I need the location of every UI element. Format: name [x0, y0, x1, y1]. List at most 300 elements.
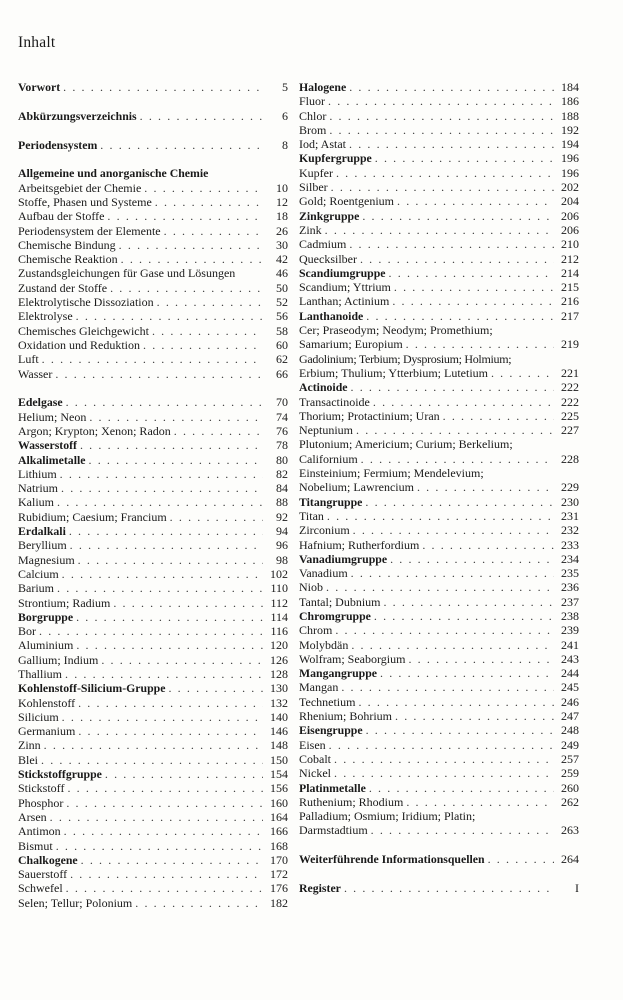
- toc-entry[interactable]: [18, 567, 288, 581]
- entry-title: Cadmium: [299, 237, 347, 252]
- toc-heading[interactable]: [299, 80, 579, 94]
- entry-title: Barium: [18, 581, 54, 596]
- toc-entry[interactable]: [18, 696, 288, 710]
- toc-heading[interactable]: [18, 767, 288, 781]
- entry-title: Allgemeine und anorganische Chemie: [18, 166, 209, 181]
- toc-entry[interactable]: [18, 481, 288, 495]
- entry-title: Iod; Astat: [299, 137, 346, 152]
- dot-leader: [349, 237, 554, 251]
- toc-entry[interactable]: [299, 509, 579, 523]
- entry-title: Halogene: [299, 80, 347, 94]
- toc-entry[interactable]: [18, 209, 288, 223]
- page-number: 217: [561, 308, 579, 323]
- toc-entry[interactable]: [299, 323, 579, 337]
- page-number: 126: [270, 652, 288, 667]
- toc-entry[interactable]: [299, 252, 579, 266]
- toc-heading[interactable]: [18, 166, 288, 180]
- toc-entry[interactable]: [18, 596, 288, 610]
- entry-title: Beryllium: [18, 538, 67, 553]
- toc-entry[interactable]: [18, 753, 288, 767]
- dot-leader: [329, 123, 554, 137]
- dot-leader: [390, 552, 554, 566]
- toc-entry[interactable]: [299, 695, 579, 709]
- page-number: 233: [561, 537, 579, 552]
- entry-title: Palladium; Osmium; Iridium; Platin;: [299, 809, 476, 824]
- page-number: 82: [276, 466, 288, 481]
- toc-entry[interactable]: [299, 223, 579, 237]
- dot-leader: [374, 609, 554, 623]
- dot-leader: [76, 309, 263, 323]
- page-number: 196: [561, 165, 579, 180]
- toc-entry[interactable]: [299, 109, 579, 123]
- toc-heading[interactable]: [18, 853, 288, 867]
- toc-entry[interactable]: [299, 809, 579, 823]
- entry-title: Bismut: [18, 838, 53, 853]
- toc-entry[interactable]: [299, 580, 579, 594]
- dot-leader: [351, 380, 555, 394]
- toc-heading[interactable]: [299, 852, 579, 866]
- toc-heading[interactable]: [18, 138, 288, 152]
- dot-leader: [366, 723, 554, 737]
- dot-leader: [41, 753, 263, 767]
- entry-title: Chrom: [299, 623, 333, 638]
- toc-entry[interactable]: [299, 366, 579, 380]
- toc-heading[interactable]: [299, 380, 579, 394]
- toc-heading[interactable]: [299, 151, 579, 165]
- entry-title: Wolfram; Seaborgium: [299, 651, 406, 666]
- toc-entry[interactable]: [18, 410, 288, 424]
- toc-heading[interactable]: [18, 524, 288, 538]
- toc-entry[interactable]: [18, 309, 288, 323]
- entry-title: Molybdän: [299, 637, 349, 652]
- toc-entry[interactable]: [299, 423, 579, 437]
- page-number: 102: [270, 566, 288, 581]
- page-number: 222: [561, 394, 579, 409]
- entry-title: Periodensystem: [18, 137, 98, 152]
- page-number: 50: [276, 280, 288, 295]
- page-number: 62: [276, 352, 288, 367]
- dot-leader: [70, 867, 263, 881]
- dot-leader: [408, 652, 554, 666]
- entry-title: Chlor: [299, 108, 327, 123]
- toc-entry[interactable]: [299, 123, 579, 137]
- page-number: 204: [561, 194, 579, 209]
- dot-leader: [119, 238, 263, 252]
- page-number: 222: [561, 380, 579, 395]
- toc-entry[interactable]: [18, 553, 288, 567]
- dot-leader: [76, 610, 263, 624]
- entry-title: Alkalimetalle: [18, 452, 86, 467]
- toc-heading[interactable]: [299, 309, 579, 323]
- dot-leader: [69, 524, 263, 538]
- dot-leader: [373, 395, 554, 409]
- toc-entry[interactable]: [18, 724, 288, 738]
- dot-leader: [121, 252, 263, 266]
- entry-title: Periodensystem der Elemente: [18, 223, 161, 238]
- page-number: 257: [561, 751, 579, 766]
- entry-title: Weiterführende Informationsquellen: [299, 852, 485, 867]
- toc-entry[interactable]: [18, 195, 288, 209]
- toc-entry[interactable]: [299, 237, 579, 251]
- dot-leader: [488, 852, 554, 866]
- page-number: 212: [561, 251, 579, 266]
- dot-leader: [168, 681, 263, 695]
- dot-leader: [107, 209, 263, 223]
- dot-leader: [55, 367, 263, 381]
- entry-title: Tantal; Dubnium: [299, 594, 381, 609]
- toc-heading[interactable]: [299, 723, 579, 737]
- dot-leader: [57, 495, 263, 509]
- page-number: 243: [561, 651, 579, 666]
- page-title: Inhalt: [18, 34, 56, 51]
- toc-entry[interactable]: [299, 623, 579, 637]
- toc-entry[interactable]: [299, 752, 579, 766]
- entry-title: Platinmetalle: [299, 780, 366, 795]
- dot-leader: [89, 410, 263, 424]
- page-number: 110: [270, 581, 288, 596]
- page-number: 10: [276, 180, 288, 195]
- page-number: 96: [276, 538, 288, 553]
- entry-title: Strontium; Radium: [18, 595, 111, 610]
- entry-title: Thallium: [18, 666, 62, 681]
- toc-entry[interactable]: [299, 466, 579, 480]
- toc-entry[interactable]: [18, 581, 288, 595]
- page-number: 58: [276, 323, 288, 338]
- dot-leader: [395, 709, 554, 723]
- toc-entry[interactable]: [299, 137, 579, 151]
- toc-heading[interactable]: [299, 881, 579, 895]
- page-number: 172: [270, 867, 288, 882]
- entry-title: Hafnium; Rutherfordium: [299, 537, 420, 552]
- entry-title: Luft: [18, 352, 39, 367]
- toc-entry[interactable]: [299, 595, 579, 609]
- toc-entry[interactable]: [18, 252, 288, 266]
- toc-entry[interactable]: [299, 280, 579, 294]
- dot-leader: [334, 766, 554, 780]
- page-number: 231: [561, 508, 579, 523]
- toc-entry[interactable]: [18, 266, 288, 280]
- toc-entry[interactable]: [299, 337, 579, 351]
- dot-leader: [349, 80, 554, 94]
- toc-heading[interactable]: [18, 681, 288, 695]
- dot-leader: [326, 580, 554, 594]
- entry-title: Eisengruppe: [299, 723, 363, 738]
- entry-title: Samarium; Europium: [299, 337, 403, 352]
- dot-leader: [394, 280, 554, 294]
- page-number: 52: [276, 295, 288, 310]
- page-number: 176: [270, 881, 288, 896]
- toc-entry[interactable]: [299, 680, 579, 694]
- page-number: 88: [276, 495, 288, 510]
- dot-leader: [57, 581, 263, 595]
- entry-title: Kohlenstoff-Silicium-Gruppe: [18, 681, 166, 696]
- dot-leader: [443, 409, 554, 423]
- page-number: 78: [276, 438, 288, 453]
- entry-title: Gadolinium; Terbium; Dysprosium; Holmium;: [299, 351, 512, 366]
- entry-title: Aluminium: [18, 638, 74, 653]
- entry-title: Wasser: [18, 366, 53, 381]
- entry-title: Quecksilber: [299, 251, 357, 266]
- toc-entry[interactable]: [18, 867, 288, 881]
- page-number: 264: [561, 852, 579, 867]
- toc-entry[interactable]: [18, 367, 288, 381]
- toc-entry[interactable]: [18, 238, 288, 252]
- toc-entry[interactable]: [18, 281, 288, 295]
- toc-entry[interactable]: [18, 467, 288, 481]
- toc-entry[interactable]: [18, 510, 288, 524]
- entry-title: Chromgruppe: [299, 608, 371, 623]
- toc-entry[interactable]: [299, 94, 579, 108]
- toc-heading[interactable]: [299, 209, 579, 223]
- entry-title: Elektrolytische Dissoziation: [18, 295, 154, 310]
- toc-entry[interactable]: [18, 653, 288, 667]
- entry-title: Scandium; Yttrium: [299, 280, 391, 295]
- toc-heading[interactable]: [299, 666, 579, 680]
- toc-entry[interactable]: [299, 166, 579, 180]
- page-number: 112: [270, 595, 288, 610]
- entry-title: Lithium: [18, 466, 57, 481]
- dot-leader: [144, 181, 263, 195]
- page-number: 188: [561, 108, 579, 123]
- toc-entry[interactable]: [18, 638, 288, 652]
- dot-leader: [63, 80, 263, 94]
- toc-heading[interactable]: [18, 109, 288, 123]
- dot-leader: [417, 480, 554, 494]
- entry-title: Magnesium: [18, 552, 75, 567]
- entry-title: Erdalkali: [18, 524, 66, 539]
- dot-leader: [110, 281, 263, 295]
- page-number: 210: [561, 237, 579, 252]
- dot-leader: [329, 738, 554, 752]
- toc-column-left: [18, 80, 288, 910]
- toc-heading[interactable]: [299, 495, 579, 509]
- toc-entry[interactable]: [299, 194, 579, 208]
- entry-title: Stickstoff: [18, 781, 65, 796]
- toc-entry[interactable]: [18, 881, 288, 895]
- toc-entry[interactable]: [18, 738, 288, 752]
- toc-heading[interactable]: [18, 610, 288, 624]
- section-gap: [18, 94, 288, 109]
- toc-entry[interactable]: [299, 352, 579, 366]
- page-number: 56: [276, 309, 288, 324]
- dot-leader: [406, 795, 554, 809]
- page-number: 166: [270, 824, 288, 839]
- page-number: 150: [270, 752, 288, 767]
- page-number: 221: [561, 365, 579, 380]
- entry-title: Einsteinium; Fermium; Mendelevium;: [299, 466, 484, 481]
- page-number: 262: [561, 794, 579, 809]
- entry-title: Register: [299, 881, 341, 896]
- entry-title: Phosphor: [18, 795, 64, 810]
- toc-entry[interactable]: [18, 896, 288, 910]
- toc-heading[interactable]: [299, 609, 579, 623]
- entry-title: Argon; Krypton; Xenon; Radon: [18, 423, 171, 438]
- page-number: 120: [270, 638, 288, 653]
- toc-heading[interactable]: [18, 438, 288, 452]
- entry-title: Technetium: [299, 694, 356, 709]
- entry-title: Thorium; Protactinium; Uran: [299, 408, 440, 423]
- dot-leader: [66, 796, 263, 810]
- dot-leader: [39, 624, 263, 638]
- page-number: 235: [561, 566, 579, 581]
- page-number: 92: [276, 509, 288, 524]
- toc-entry[interactable]: [299, 638, 579, 652]
- toc-entry[interactable]: [18, 224, 288, 238]
- toc-entry[interactable]: [18, 338, 288, 352]
- entry-title: Schwefel: [18, 881, 63, 896]
- dot-leader: [351, 638, 554, 652]
- entry-title: Niob: [299, 580, 323, 595]
- page-number: 239: [561, 623, 579, 638]
- toc-entry[interactable]: [299, 523, 579, 537]
- toc-entry[interactable]: [18, 710, 288, 724]
- toc-entry[interactable]: [18, 810, 288, 824]
- dot-leader: [42, 352, 263, 366]
- toc-entry[interactable]: [299, 180, 579, 194]
- entry-title: Zinkgruppe: [299, 208, 360, 223]
- entry-title: Titangruppe: [299, 494, 363, 509]
- page-number: 84: [276, 481, 288, 496]
- page-number: 5: [282, 80, 288, 94]
- toc-entry[interactable]: [18, 624, 288, 638]
- dot-leader: [366, 309, 554, 323]
- page-number: 246: [561, 694, 579, 709]
- toc-entry[interactable]: [18, 538, 288, 552]
- entry-title: Nobelium; Lawrencium: [299, 480, 414, 495]
- toc-entry[interactable]: [299, 452, 579, 466]
- entry-title: Scandiumgruppe: [299, 265, 386, 280]
- entry-title: Oxidation und Reduktion: [18, 337, 140, 352]
- toc-entry[interactable]: [18, 295, 288, 309]
- dot-leader: [329, 109, 554, 123]
- page-number: 160: [270, 795, 288, 810]
- page-number: 192: [561, 122, 579, 137]
- entry-title: Brom: [299, 122, 327, 137]
- toc-entry[interactable]: [299, 566, 579, 580]
- entry-title: Kalium: [18, 495, 54, 510]
- toc-entry[interactable]: [18, 796, 288, 810]
- page-number: 94: [276, 524, 288, 539]
- entry-title: Rhenium; Bohrium: [299, 709, 392, 724]
- toc-entry[interactable]: [299, 395, 579, 409]
- toc-heading[interactable]: [299, 552, 579, 566]
- toc-entry[interactable]: [18, 781, 288, 795]
- dot-leader: [152, 324, 263, 338]
- page-number: 236: [561, 580, 579, 595]
- entry-title: Vanadiumgruppe: [299, 551, 388, 566]
- dot-leader: [170, 510, 263, 524]
- dot-leader: [360, 252, 554, 266]
- page-number: 245: [561, 680, 579, 695]
- toc-entry[interactable]: [299, 766, 579, 780]
- page-number: 259: [561, 766, 579, 781]
- toc-entry[interactable]: [18, 424, 288, 438]
- dot-leader: [62, 710, 263, 724]
- entry-title: Kupfer: [299, 165, 333, 180]
- dot-leader: [50, 810, 263, 824]
- toc-entry[interactable]: [18, 181, 288, 195]
- page-number: 225: [561, 408, 579, 423]
- toc-entry[interactable]: [299, 738, 579, 752]
- toc-entry[interactable]: [299, 480, 579, 494]
- page-number: 214: [561, 265, 579, 280]
- toc-heading[interactable]: [18, 395, 288, 409]
- dot-leader: [44, 738, 263, 752]
- entry-title: Lanthanoide: [299, 308, 364, 323]
- entry-title: Edelgase: [18, 395, 63, 410]
- toc-heading[interactable]: [299, 266, 579, 280]
- toc-entry[interactable]: [299, 709, 579, 723]
- dot-leader: [81, 853, 263, 867]
- dot-leader: [327, 509, 554, 523]
- page-number: 170: [270, 852, 288, 867]
- toc-entry[interactable]: [18, 324, 288, 338]
- toc-entry[interactable]: [18, 352, 288, 366]
- dot-leader: [143, 338, 263, 352]
- toc-heading[interactable]: [299, 781, 579, 795]
- toc-entry[interactable]: [18, 824, 288, 838]
- entry-title: Plutonium; Americium; Curium; Berkelium;: [299, 437, 513, 452]
- page-number: 140: [270, 709, 288, 724]
- dot-leader: [375, 151, 554, 165]
- page-number: 229: [561, 480, 579, 495]
- toc-heading[interactable]: [18, 453, 288, 467]
- page-number: 168: [270, 838, 288, 853]
- page-number: 46: [276, 266, 288, 281]
- page-number: 241: [561, 637, 579, 652]
- toc-entry[interactable]: [299, 409, 579, 423]
- page-number: 6: [282, 108, 288, 123]
- dot-leader: [76, 638, 263, 652]
- page-number: 164: [270, 809, 288, 824]
- entry-title: Germanium: [18, 724, 76, 739]
- toc-entry[interactable]: [299, 294, 579, 308]
- dot-leader: [70, 538, 263, 552]
- entry-title: Stickstoffgruppe: [18, 767, 102, 782]
- dot-leader: [351, 566, 554, 580]
- toc-entry[interactable]: [18, 839, 288, 853]
- section-gap: [299, 838, 579, 853]
- page-number: 263: [561, 823, 579, 838]
- toc-entry[interactable]: [18, 495, 288, 509]
- page-number: 148: [270, 738, 288, 753]
- toc-entry[interactable]: [299, 437, 579, 451]
- entry-title: Chemische Bindung: [18, 237, 116, 252]
- entry-title: Arbeitsgebiet der Chemie: [18, 180, 142, 195]
- page-number: 228: [561, 451, 579, 466]
- toc-heading[interactable]: [18, 80, 288, 94]
- section-gap: [18, 381, 288, 396]
- dot-leader: [64, 824, 263, 838]
- entry-title: Zinn: [18, 738, 41, 753]
- dot-leader: [56, 839, 263, 853]
- toc-entry[interactable]: [299, 795, 579, 809]
- dot-leader: [380, 666, 554, 680]
- dot-leader: [135, 896, 263, 910]
- toc-entry[interactable]: [18, 667, 288, 681]
- dot-leader: [328, 94, 554, 108]
- page-number: 76: [276, 423, 288, 438]
- toc-entry[interactable]: [299, 652, 579, 666]
- toc-entry[interactable]: [299, 538, 579, 552]
- dot-leader: [336, 166, 554, 180]
- entry-title: Actinoide: [299, 380, 348, 395]
- page-number: 30: [276, 237, 288, 252]
- dot-leader: [397, 194, 554, 208]
- entry-title: Chemisches Gleichgewicht: [18, 323, 149, 338]
- toc-entry[interactable]: [299, 823, 579, 837]
- dot-leader: [80, 438, 263, 452]
